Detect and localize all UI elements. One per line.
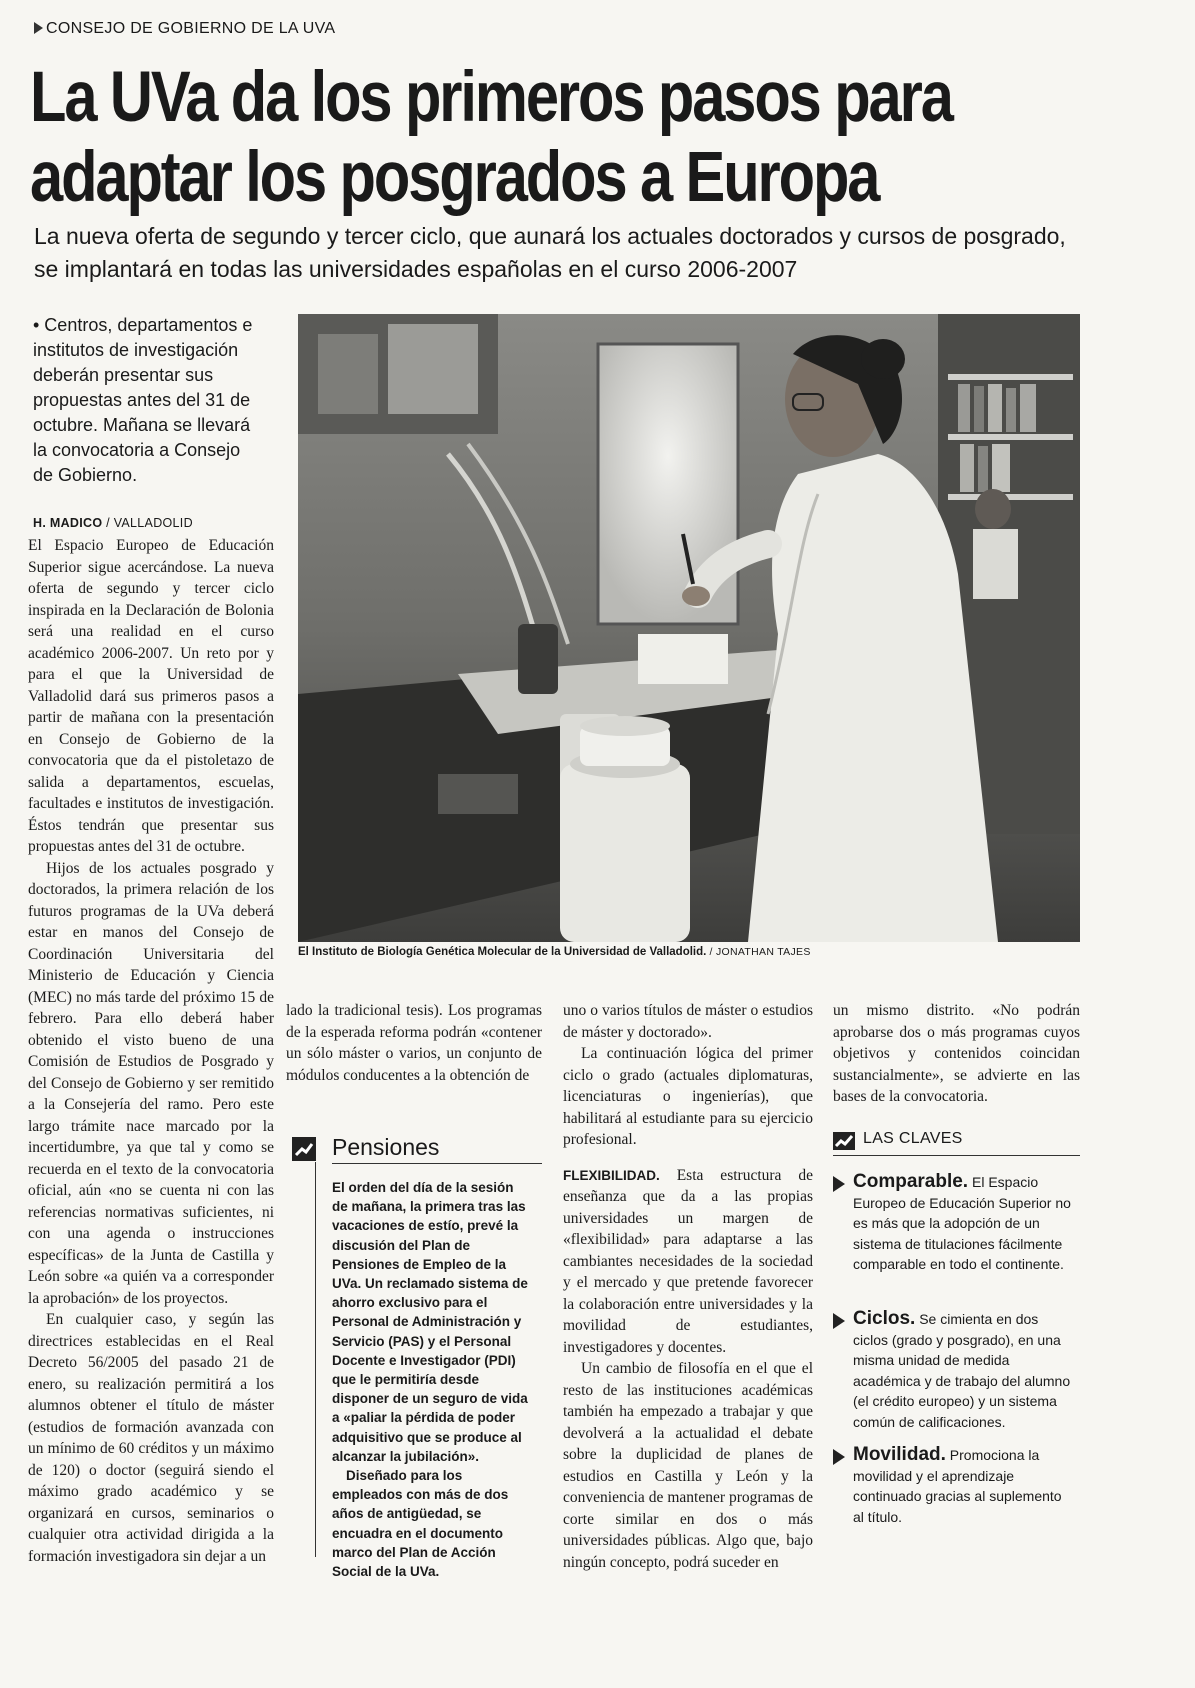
divider xyxy=(833,1155,1080,1156)
pensiones-title: Pensiones xyxy=(332,1134,440,1160)
byline-author: H. MADICO xyxy=(33,516,103,530)
article-column-2 xyxy=(286,1000,542,1086)
clave-keyword: Ciclos. xyxy=(853,1308,916,1329)
article-paragraph: un mismo distrito. «No podrán aprobarse dos o más programas cuyos objetivos y contenidos coincidan sustancialmente», se advierte en las bases de la convocatoria. xyxy=(833,1002,1080,1105)
chart-icon xyxy=(292,1137,316,1161)
pensiones-heading xyxy=(292,1134,542,1162)
triangle-bullet-icon xyxy=(34,22,43,34)
byline-location: VALLADOLID xyxy=(113,516,193,530)
clave-item xyxy=(853,1445,1075,1527)
article-column-1 xyxy=(28,535,274,1567)
article-paragraph: En cualquier caso, y según las directrices establecidas en el Real Decreto 56/2005 del pasado 21 de enero, su realización permitirá a los alumnos obtener el título de máster (estudios de formación avanzada con un mínimo de 60 créditos y un máximo de 120) o doctor (seguirá siendo el máximo grado académico y se organizará en cursos, seminarios o cualquier otra actividad dirigida a la formación investigadora sin dejar a un xyxy=(28,1311,274,1565)
article-paragraph: uno o varios títulos de máster o estudios de máster y doctorado». xyxy=(563,1002,813,1041)
headline xyxy=(30,58,1080,218)
chart-icon xyxy=(833,1132,855,1150)
clave-keyword: Movilidad. xyxy=(853,1444,946,1465)
subsection-keyword: FLEXIBILIDAD. xyxy=(563,1167,660,1183)
headline-line-2: adaptar los posgrados a Europa xyxy=(30,138,879,217)
headline-line-1: La UVa da los primeros pasos para xyxy=(30,58,952,137)
article-paragraph: La continuación lógica del primer ciclo o grado (actuales diplomaturas, licenciaturas o ingenierías), que habilitará al estudiante para su ejercicio profesional. xyxy=(563,1045,813,1148)
clave-keyword: Comparable. xyxy=(853,1171,969,1192)
summary-bullet: • Centros, departamentos e institutos de investigación deberán presentar sus propuestas antes del 31 de octubre. Mañana se llevará la convocatoria a Consejo de Gobierno. xyxy=(33,315,253,485)
article-paragraph: Un cambio de filosofía en el que el resto de las instituciones académicas también ha empezado a trabajar y que devolverá a la actualidad el debate sobre la duplicidad de planes de estudios en Castilla y León y la conveniencia de mantener programas de corte similar en dos o más universidades públicas. Algo que, bajo ningún concepto, podrá suceder en xyxy=(563,1360,813,1571)
clave-text: Se cimienta en dos ciclos (grado y posgrado), en una misma unidad de medida académica y de trabajo del alumno (el crédito europeo) y un sistema común de calificaciones. xyxy=(853,1311,1071,1430)
clave-text: Promociona la movilidad y el aprendizaje continuado gracias al suplemento al título. xyxy=(853,1447,1062,1525)
claves-title: LAS CLAVES xyxy=(863,1130,963,1147)
triangle-bullet-icon xyxy=(833,1449,845,1465)
byline: H. MADICO / VALLADOLID xyxy=(33,516,193,530)
clave-item xyxy=(853,1172,1075,1275)
clave-text: El Espacio Europeo de Educación Superior no es más que la adopción de un sistema de titulaciones fácilmente comparable en todo el continente. xyxy=(853,1174,1071,1272)
article-column-3 xyxy=(563,1000,813,1573)
triangle-bullet-icon xyxy=(833,1176,845,1192)
article-paragraph: El Espacio Europeo de Educación Superior sigue acercándose. La nueva oferta de segundo y tercer ciclo inspirada en la Declaración de Bolonia será una realidad en el curso académico 2006-2007. Un reto por y para el que la Universidad de Valladolid dará sus primeros pasos a partir de mañana con la presentación en Consejo de Gobierno de la convocatoria que da el pistoletazo de salida a departamentos, escuelas, facultades e institutos de investigación. Éstos tendrán que presentar sus propuestas antes del 31 de octubre. xyxy=(28,537,274,855)
section-label: CONSEJO DE GOBIERNO DE LA UVA xyxy=(34,20,335,38)
article-paragraph: lado la tradicional tesis). Los programas de la esperada reforma podrán «contener un sólo máster o varios, un conjunto de módulos conducentes a la obtención de xyxy=(286,1002,542,1084)
pensiones-paragraph: El orden del día de la sesión de mañana, la primera tras las vacaciones de estío, prevé la discusión del Plan de Pensiones de Empleo de la UVa. Un reclamado sistema de ahorro exclusivo para el Personal de Administración y Servicio (PAS) y el Personal Docente e Investigador (PDI) que le permitiría desde disponer de un seguro de vida a «paliar la pérdida de poder adquisitivo que se produce al alcanzar la jubilación». xyxy=(332,1180,528,1464)
lab-photo xyxy=(298,314,1080,942)
lab-photo-illustration xyxy=(298,314,1080,942)
pensiones-paragraph: Diseñado para los empleados con más de dos años de antigüedad, se encuadra en el documento marco del Plan de Acción Social de la UVa. xyxy=(332,1468,509,1580)
caption-text: El Instituto de Biología Genética Molecular de la Universidad de Valladolid. xyxy=(298,946,707,958)
triangle-bullet-icon xyxy=(833,1313,845,1329)
photo-credit: / JONATHAN TAJES xyxy=(706,946,811,958)
claves-heading xyxy=(833,1130,1080,1154)
photo-caption xyxy=(298,946,811,958)
subheadline: La nueva oferta de segundo y tercer ciclo, que aunará los actuales doctorados y cursos de posgrado, se implantará en todas las universidades españolas en el curso 2006-2007 xyxy=(34,223,1066,282)
pensiones-body xyxy=(332,1178,532,1581)
article-paragraph: FLEXIBILIDAD. Esta estructura de enseñanza que da a las propias universidades un margen de «flexibilidad» para adaptarse a las cambiantes necesidades de la sociedad y el mercado y que pretende favorecer la colaboración entre universidades y la movilidad de estudiantes, investigadores y docentes. xyxy=(563,1166,813,1356)
article-column-4 xyxy=(833,1000,1080,1108)
article-paragraph: Hijos de los actuales posgrado y doctorados, la primera relación de los futuros programas de la UVa deberá estar en manos del Consejo de Coordinación Universitaria del Ministerio de Educación y Ciencia (MEC) no más tarde del próximo 15 de febrero. Para ello deberá haber obtenido el visto bueno de una Comisión de Estudios de Posgrado y del Consejo de Gobierno y ser remitido a la Consejería del ramo. Pero este largo trámite nace marcado por la incertidumbre, ya que tal y como se recuerda en el texto de la convocatoria oficial, aún «no se cuenta ni con las referencias normativas suficientes, ni con una agenda o instrucciones específicas» de la Junta de Castilla y León sobre «a quién va a corresponder la aprobación» de los proyectos. xyxy=(28,859,274,1307)
clave-item xyxy=(853,1309,1075,1432)
